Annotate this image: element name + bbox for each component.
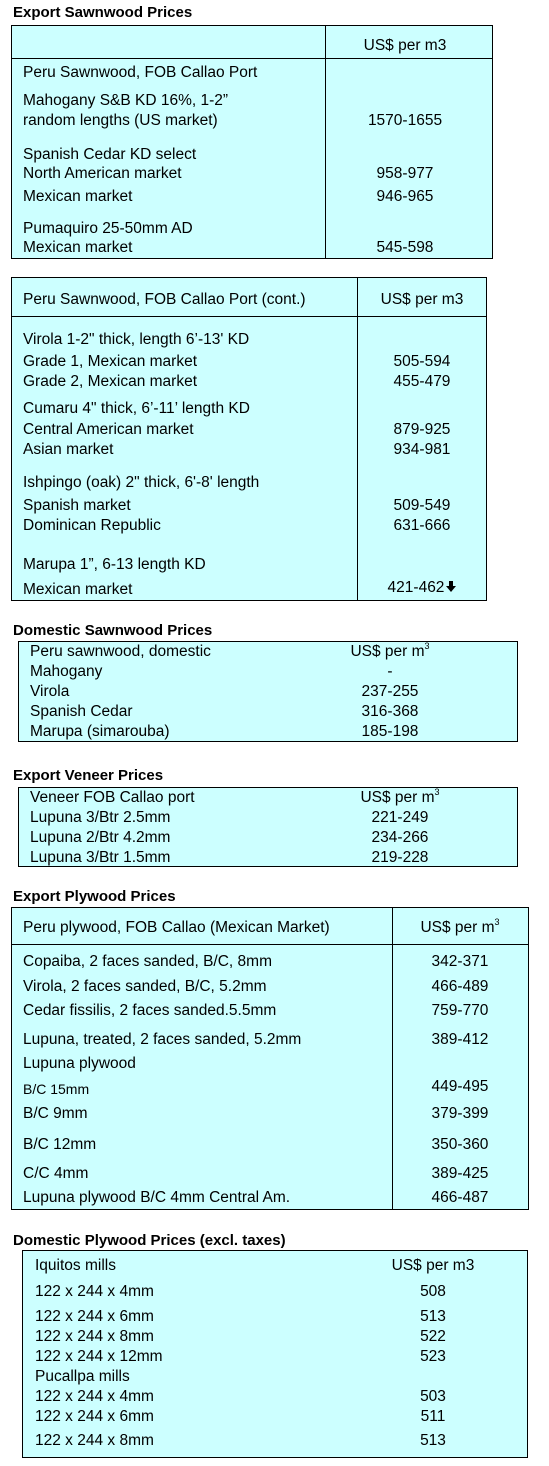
column-header-unit: US$ per $m^3$ <box>420 917 500 936</box>
row-value: 513 <box>420 1432 446 1449</box>
domestic-sawnwood-heading: Domestic Sawnwood Prices <box>13 622 213 639</box>
superscript: 3 <box>494 917 500 927</box>
row-value: 946-965 <box>376 188 434 205</box>
header-divider <box>12 58 492 59</box>
row-value: 455-479 <box>393 373 451 390</box>
row-label: North American market <box>23 165 182 182</box>
row-label: 122 x 244 x 4mm <box>35 1388 154 1405</box>
export-sawnwood-heading: Export Sawnwood Prices <box>13 4 193 21</box>
row-value: 421-462 <box>387 579 445 596</box>
export-sawnwood-table-1 <box>11 25 493 259</box>
row-label: Mahogany <box>30 663 103 680</box>
row-value: 505-594 <box>393 353 451 370</box>
row-label: Marupa (simarouba) <box>30 723 170 740</box>
row-label: Spanish Cedar KD select <box>23 146 197 163</box>
row-label: Mexican market <box>23 581 133 598</box>
row-label: Lupuna, treated, 2 faces sanded, 5.2mm <box>23 1031 302 1048</box>
row-value: 342-371 <box>431 953 489 970</box>
row-label: Mahogany S&B KD 16%, 1-2” <box>23 92 229 109</box>
row-label: Grade 2, Mexican market <box>23 373 198 390</box>
domestic-plywood-heading: Domestic Plywood Prices (excl. taxes) <box>13 1232 286 1249</box>
column-header-unit: US$ per m3 <box>363 37 447 54</box>
row-label: 122 x 244 x 8mm <box>35 1432 154 1449</box>
header-divider <box>12 944 528 945</box>
row-label: Virola 1-2" thick, length 6’-13' KD <box>23 331 250 348</box>
row-value: 513 <box>420 1308 446 1325</box>
column-header-unit: US$ per $m^3$ <box>350 641 430 660</box>
row-label: Mexican market <box>23 239 133 256</box>
row-label: Virola, 2 faces sanded, B/C, 5.2mm <box>23 978 267 995</box>
row-value: 466-487 <box>431 1189 489 1206</box>
row-label: Lupuna plywood B/C 4mm Central Am. <box>23 1189 291 1206</box>
row-label: Lupuna 3/Btr 2.5mm <box>30 809 171 826</box>
row-label: Lupuna 2/Btr 4.2mm <box>30 829 171 846</box>
row-value: 958-977 <box>376 165 434 182</box>
row-label: B/C 9mm <box>23 1105 88 1122</box>
row-label: Pucallpa mills <box>35 1368 130 1385</box>
row-value: 389-412 <box>431 1031 489 1048</box>
superscript: 3 <box>424 641 430 651</box>
row-value: 219-228 <box>371 849 429 866</box>
superscript: 3 <box>434 787 440 797</box>
column-divider <box>357 278 358 600</box>
row-label: Lupuna plywood <box>23 1055 136 1072</box>
row-label: Spanish Cedar <box>30 703 133 720</box>
column-header-label: Peru plywood, FOB Callao (Mexican Market) <box>23 919 330 936</box>
column-header-label: Peru sawnwood, domestic <box>30 643 211 660</box>
row-label: B/C 15mm <box>23 1081 90 1097</box>
row-label: 122 x 244 x 6mm <box>35 1408 154 1425</box>
row-value: 221-249 <box>371 809 429 826</box>
export-veneer-heading: Export Veneer Prices <box>13 767 164 784</box>
row-value: 509-549 <box>393 497 451 514</box>
column-header-label: Veneer FOB Callao port <box>30 789 195 806</box>
row-value: 759-770 <box>431 1002 489 1019</box>
column-header-unit: US$ per m3 <box>380 291 464 308</box>
row-value: 389-425 <box>431 1165 489 1182</box>
export-sawnwood-table-2 <box>11 277 487 601</box>
row-value: 466-489 <box>431 978 489 995</box>
row-value: 449-495 <box>431 1078 489 1095</box>
row-value-with-trend <box>357 579 487 597</box>
column-divider <box>392 908 393 1209</box>
row-label: Grade 1, Mexican market <box>23 353 198 370</box>
column-header-label: Peru Sawnwood, FOB Callao Port (cont.) <box>23 291 306 308</box>
row-value: 237-255 <box>361 683 419 700</box>
row-label: C/C 4mm <box>23 1165 89 1182</box>
row-label: 122 x 244 x 6mm <box>35 1308 154 1325</box>
row-label: B/C 12mm <box>23 1136 97 1153</box>
row-label: Cedar fissilis, 2 faces sanded.5.5mm <box>23 1002 277 1019</box>
row-label: Copaiba, 2 faces sanded, B/C, 8mm <box>23 953 272 970</box>
export-veneer-table <box>18 787 518 867</box>
row-value: 522 <box>420 1328 446 1345</box>
domestic-plywood-table <box>22 1250 528 1458</box>
row-value: 350-360 <box>431 1136 489 1153</box>
row-value: 511 <box>420 1408 446 1425</box>
down-arrow-icon <box>446 579 456 597</box>
row-value: 523 <box>420 1348 446 1365</box>
export-plywood-heading: Export Plywood Prices <box>13 888 176 905</box>
row-value: - <box>387 663 393 680</box>
row-value: 545-598 <box>376 239 434 256</box>
row-label: Asian market <box>23 441 114 458</box>
row-label: Central American market <box>23 421 194 438</box>
row-value: 316-368 <box>361 703 419 720</box>
column-header-unit: US$ per $m^3$ <box>360 787 440 806</box>
row-label: random lengths (US market) <box>23 112 218 129</box>
row-label: 122 x 244 x 12mm <box>35 1348 163 1365</box>
row-label: 122 x 244 x 8mm <box>35 1328 154 1345</box>
row-label: Marupa 1”, 6-13 length KD <box>23 556 206 573</box>
header-divider <box>12 316 486 317</box>
row-value: 934-981 <box>393 441 451 458</box>
row-label: Spanish market <box>23 497 131 514</box>
row-label: Ishpingo (oak) 2" thick, 6'-8' length <box>23 474 260 491</box>
column-header-label: Iquitos mills <box>35 1257 116 1274</box>
row-label: Lupuna 3/Btr 1.5mm <box>30 849 171 866</box>
row-label: 122 x 244 x 4mm <box>35 1283 154 1300</box>
row-value: 185-198 <box>361 723 419 740</box>
row-value: 503 <box>420 1388 446 1405</box>
row-value: 234-266 <box>371 829 429 846</box>
row-label: Cumaru 4" thick, 6’-11’ length KD <box>23 400 250 417</box>
column-header-unit: US$ per m3 <box>391 1257 475 1274</box>
row-value: 1570-1655 <box>367 112 443 129</box>
row-value: 879-925 <box>393 421 451 438</box>
domestic-sawnwood-table <box>18 641 518 742</box>
column-divider <box>325 26 326 258</box>
row-value: 379-399 <box>431 1105 489 1122</box>
row-value: 631-666 <box>393 517 451 534</box>
row-label: Mexican market <box>23 188 133 205</box>
row-label: Dominican Republic <box>23 517 161 534</box>
row-label: Pumaquiro 25-50mm AD <box>23 220 193 237</box>
row-label: Peru Sawnwood, FOB Callao Port <box>23 64 258 81</box>
row-value: 508 <box>420 1283 446 1300</box>
export-plywood-table <box>11 907 529 1210</box>
row-label: Virola <box>30 683 70 700</box>
